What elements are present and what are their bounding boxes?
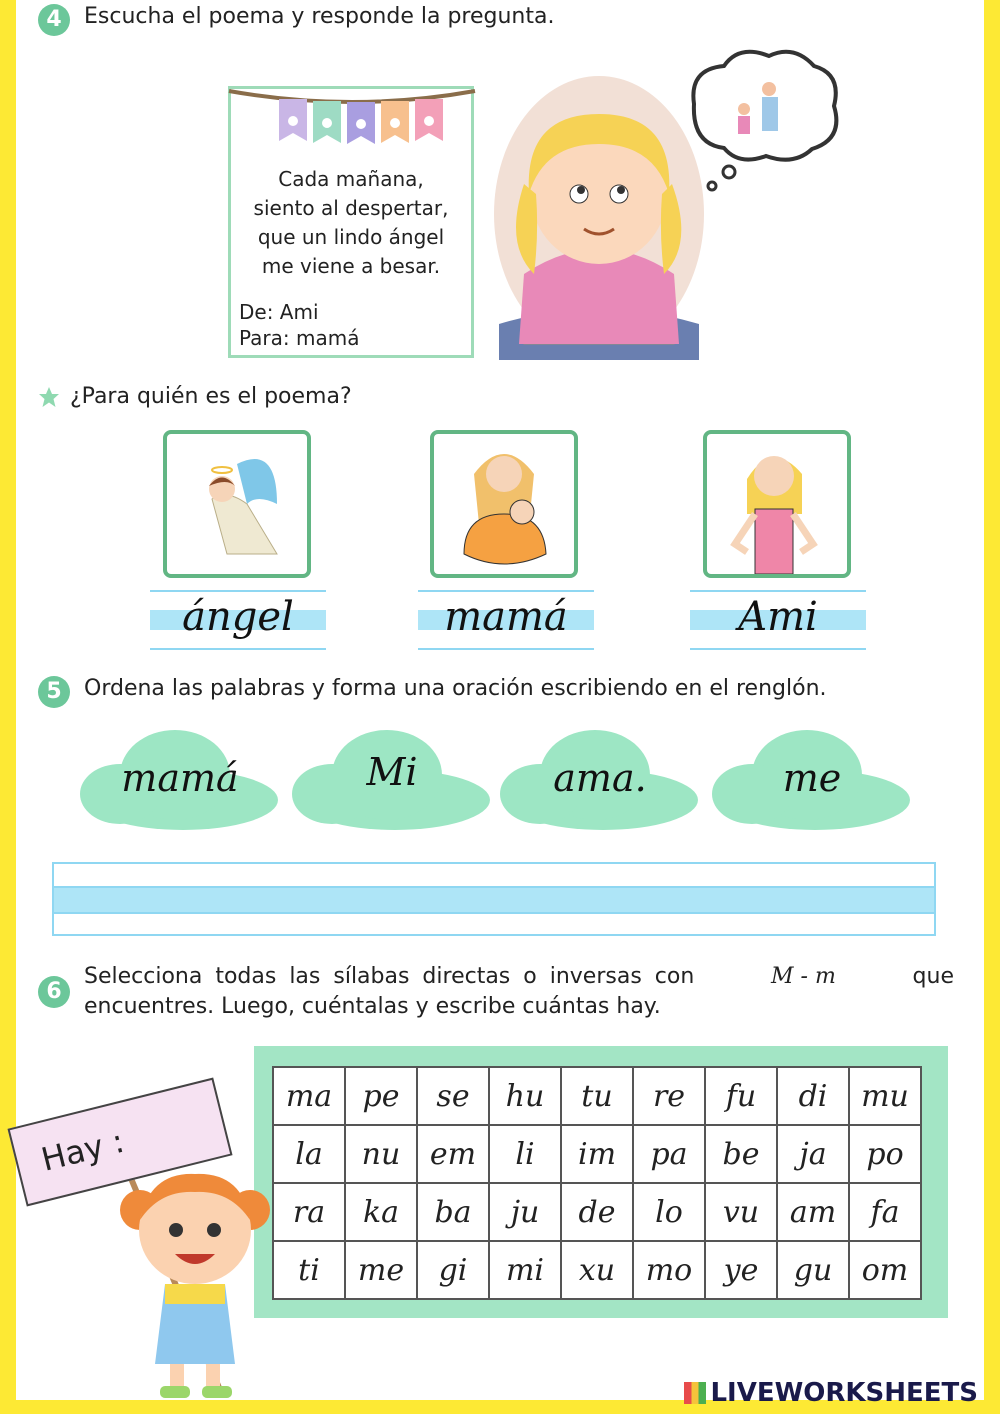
syllable-cell[interactable]: em <box>417 1125 489 1183</box>
syllable-cell[interactable]: mo <box>633 1241 705 1299</box>
girl-holding-sign-illustration <box>100 1150 290 1400</box>
poem-line: me viene a besar. <box>261 254 441 278</box>
syllable-cell[interactable]: ja <box>777 1125 849 1183</box>
section-5-number: 5 <box>38 676 70 708</box>
syllable-cell[interactable]: gu <box>777 1241 849 1299</box>
poem-signature <box>239 299 359 351</box>
syllable-cell[interactable]: li <box>489 1125 561 1183</box>
instruction-letters: M - m <box>771 964 836 989</box>
syllable-cell[interactable]: lo <box>633 1183 705 1241</box>
syllable-cell[interactable]: ba <box>417 1183 489 1241</box>
section-4-number: 4 <box>38 4 70 36</box>
syllable-cell[interactable]: tu <box>561 1067 633 1125</box>
word-cloud-label: ama. <box>553 756 647 800</box>
syllable-cell[interactable]: fu <box>705 1067 777 1125</box>
syllable-row <box>273 1241 921 1299</box>
poem-text <box>231 165 471 281</box>
syllable-cell[interactable]: ye <box>705 1241 777 1299</box>
poem-from: De: Ami <box>239 300 319 324</box>
syllable-cell[interactable]: se <box>417 1067 489 1125</box>
syllable-cell[interactable]: im <box>561 1125 633 1183</box>
girl-ami-icon <box>707 434 847 574</box>
word-cloud-label: Mi <box>366 750 418 794</box>
syllable-cell[interactable]: vu <box>705 1183 777 1241</box>
syllable-cell[interactable]: ka <box>345 1183 417 1241</box>
liveworksheets-logo <box>684 1378 978 1408</box>
question-text: ¿Para quién es el poema? <box>70 384 352 409</box>
section-6-instruction <box>84 962 954 1022</box>
syllable-cell[interactable]: be <box>705 1125 777 1183</box>
writing-line-mama <box>418 590 594 650</box>
option-card-mama[interactable] <box>430 430 578 578</box>
poem-line: siento al despertar, <box>253 196 449 220</box>
syllable-cell[interactable]: fa <box>849 1183 921 1241</box>
syllable-cell[interactable]: re <box>633 1067 705 1125</box>
syllable-cell[interactable]: am <box>777 1183 849 1241</box>
instruction-line-2: encuentres. Luego, cuéntalas y escribe cuántas hay. <box>84 994 661 1019</box>
girl-dreaming-illustration <box>494 44 844 360</box>
syllable-cell[interactable]: ra <box>273 1183 345 1241</box>
instruction-part: que <box>912 964 954 989</box>
option-label-mama: mamá <box>444 594 568 640</box>
poem-card <box>228 86 474 358</box>
bunting-decoration <box>227 85 477 161</box>
option-label-angel: ángel <box>182 594 294 640</box>
poem-line: Cada mañana, <box>278 167 424 191</box>
syllable-cell[interactable]: nu <box>345 1125 417 1183</box>
poem-line: que un lindo ángel <box>257 225 445 249</box>
option-card-angel[interactable] <box>163 430 311 578</box>
section-6-number: 6 <box>38 976 70 1008</box>
syllable-cell[interactable]: pe <box>345 1067 417 1125</box>
mother-baby-icon <box>434 434 574 574</box>
syllable-cell[interactable]: xu <box>561 1241 633 1299</box>
section-5-instruction: Ordena las palabras y forma una oración escribiendo en el renglón. <box>84 676 827 701</box>
syllable-cell[interactable]: pa <box>633 1125 705 1183</box>
word-cloud-label: me <box>782 756 842 800</box>
syllable-cell[interactable]: me <box>345 1241 417 1299</box>
word-cloud[interactable] <box>500 730 700 830</box>
option-label-ami: Ami <box>738 594 818 640</box>
syllable-cell[interactable]: de <box>561 1183 633 1241</box>
star-icon <box>38 386 60 408</box>
logo-text: LIVEWORKSHEETS <box>710 1378 978 1408</box>
logo-mark-icon <box>684 1382 706 1404</box>
instruction-part: Selecciona todas las sílabas directas o inversas con <box>84 964 695 989</box>
writing-line-ami <box>690 590 866 650</box>
syllable-cell[interactable]: om <box>849 1241 921 1299</box>
sentence-answer-input[interactable] <box>52 862 936 936</box>
syllable-cell[interactable]: mu <box>849 1067 921 1125</box>
word-cloud[interactable] <box>80 730 280 830</box>
word-cloud-label: mamá <box>121 756 239 800</box>
syllable-row <box>273 1125 921 1183</box>
syllable-cell[interactable]: ma <box>273 1067 345 1125</box>
section-4-instruction: Escucha el poema y responde la pregunta. <box>84 4 555 29</box>
syllable-cell[interactable]: la <box>273 1125 345 1183</box>
option-card-ami[interactable] <box>703 430 851 578</box>
syllable-cell[interactable]: ti <box>273 1241 345 1299</box>
syllable-row <box>273 1067 921 1125</box>
syllable-cell[interactable]: ju <box>489 1183 561 1241</box>
syllable-row <box>273 1183 921 1241</box>
syllable-cell[interactable]: po <box>849 1125 921 1183</box>
syllable-cell[interactable]: gi <box>417 1241 489 1299</box>
syllable-cell[interactable]: mi <box>489 1241 561 1299</box>
word-cloud[interactable] <box>712 730 912 830</box>
syllable-cell[interactable]: hu <box>489 1067 561 1125</box>
poem-to: Para: mamá <box>239 326 360 350</box>
word-cloud[interactable] <box>292 730 492 830</box>
syllable-grid <box>272 1066 922 1300</box>
angel-icon <box>167 434 307 574</box>
syllable-cell[interactable]: di <box>777 1067 849 1125</box>
sign-label: Hay : <box>37 1121 128 1179</box>
writing-line-angel <box>150 590 326 650</box>
